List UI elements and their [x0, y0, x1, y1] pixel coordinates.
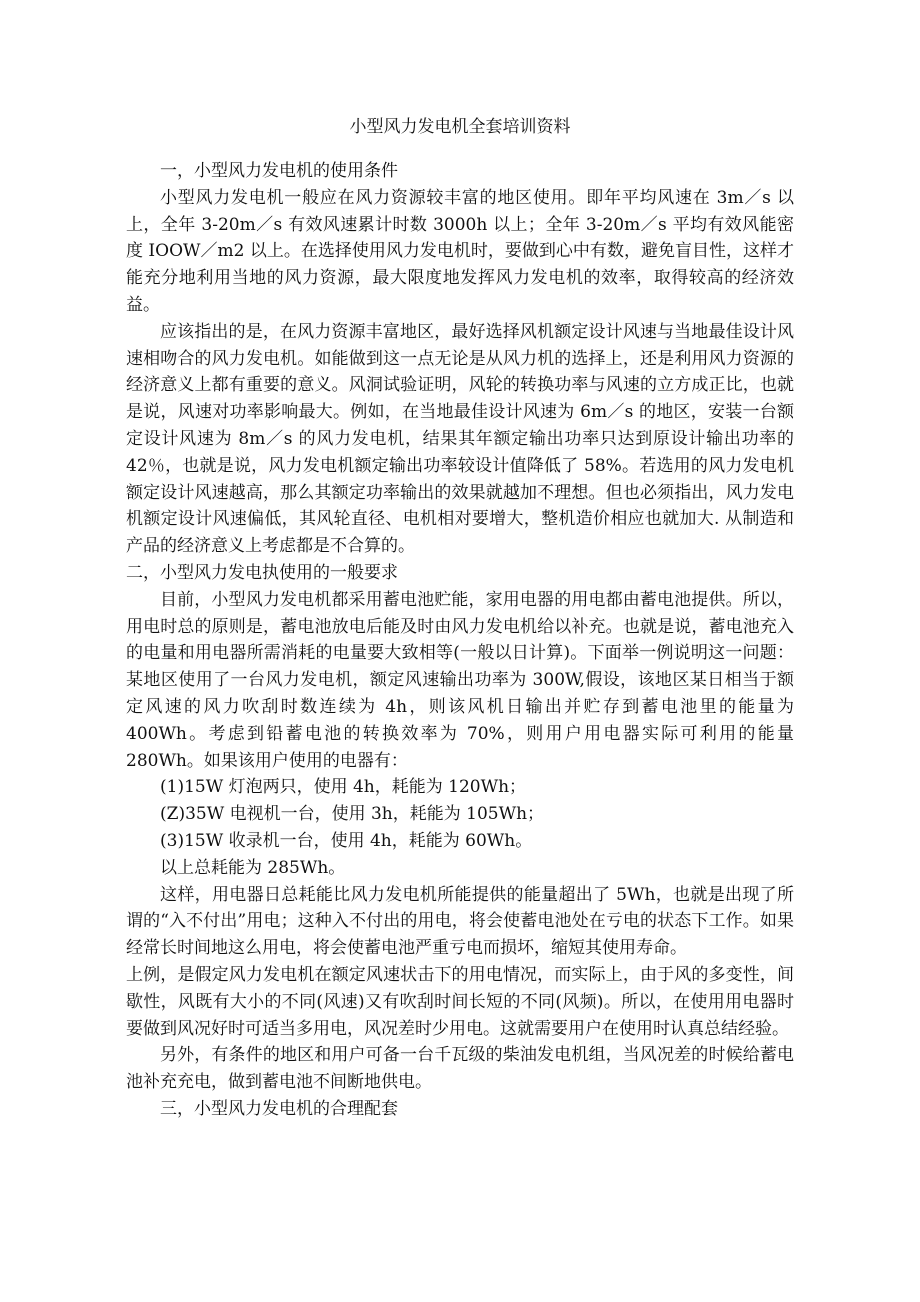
paragraph-diesel-backup: 另外，有条件的地区和用户可备一台千瓦级的柴油发电机组，当风况差的时候给蓄电池补充充电，做到蓄电池不间断地供电。	[126, 1045, 794, 1093]
paragraph-wind-resource: 小型风力发电机一般应在风力资源较丰富的地区使用。即年平均风速在 3m／s 以上，全年 3-20m／s 有效风速累计时数 3000h 以上；全年 3-20m／s 平均有效风能密度 IOOW／m2 以上。在选择使用风力发电机时，要做到心中有数，避免盲目性，这样才能充分地利用当地的风力资源，最大限度地发挥风力发电机的效率，取得较高的经济效益。	[126, 187, 794, 315]
section-heading-usage-conditions: 一，小型风力发电机的使用条件	[160, 161, 398, 181]
list-item-tv: (Z)35W 电视机一台，使用 3h，耗能为 105Wh；	[160, 804, 545, 825]
paragraph-variability: 上例，是假定风力发电机在额定风速状击下的用电情况，而实际上，由于风的多变性，间歇性，风既有大小的不同(风速)又有吹刮时间长短的不同(风频)。所以，在使用用电器时要做到风况好时可适当多用电，风况差时少用电。这就需要用户在使用时认真总结经验。	[126, 964, 794, 1039]
document-body	[126, 158, 794, 1123]
document-title: 小型风力发电机全套培训资料	[349, 117, 571, 137]
section-heading-configuration: 三，小型风力发电机的合理配套	[160, 1098, 398, 1119]
paragraph-battery-storage: 目前，小型风力发电机都采用蓄电池贮能，家用电器的用电都由蓄电池提供。所以，用电时总的原则是，蓄电池放电后能及时由风力发电机给以补充。也就是说，蓄电池充入的电量和用电器所需消耗的电量要大致相等(一般以日计算)。下面举一例说明这一问题：某地区使用了一台风力发电机，额定风速输出功率为 300W,假设，该地区某日相当于额定风速的风力吹刮时数连续为 4h，则该风机日输出并贮存到蓄电池里的能量为 400Wh。考虑到铅蓄电池的转换效率为 70%，则用户用电器实际可利用的能量 280Wh。如果该用户使用的电器有：	[126, 589, 794, 771]
list-item-radio: (3)15W 收录机一台，使用 4h，耗能为 60Wh。	[160, 830, 533, 851]
paragraph-overdraw: 这样，用电器日总耗能比风力发电机所能提供的能量超出了 5Wh，也就是出现了所谓的“入不付出”用电；这种入不付出的用电，将会使蓄电池处在亏电的状态下工作。如果经常长时间地这么用电，将会使蓄电池严重亏电而损坏，缩短其使用寿命。	[126, 884, 794, 959]
paragraph-rated-wind-speed: 应该指出的是，在风力资源丰富地区，最好选择风机额定设计风速与当地最佳设计风速相吻合的风力发电机。如能做到这一点无论是从风力机的选择上，还是利用风力资源的经济意义上都有重要的意义。风洞试验证明，风轮的转换功率与风速的立方成正比，也就是说，风速对功率影响最大。例如，在当地最佳设计风速为 6m／s 的地区，安装一台额定设计风速为 8m／s 的风力发电机，结果其年额定输出功率只达到原设计输出功率的 42％，也就是说，风力发电机额定输出功率较设计值降低了 58%。若选用的风力发电机额定设计风速越高，那么其额定功率输出的效果就越加不理想。但也必须指出，风力发电机额定设计风速偏低，其风轮直径、电机相对要增大，整机造价相应也就加大. 从制造和产品的经济意义上考虑都是不合算的。	[126, 321, 794, 557]
total-consumption: 以上总耗能为 285Wh。	[160, 857, 346, 878]
list-item-bulbs: (1)15W 灯泡两只，使用 4h，耗能为 120Wh；	[160, 777, 527, 798]
section-heading-general-requirements: 二，小型风力发电执使用的一般要求	[126, 562, 398, 583]
